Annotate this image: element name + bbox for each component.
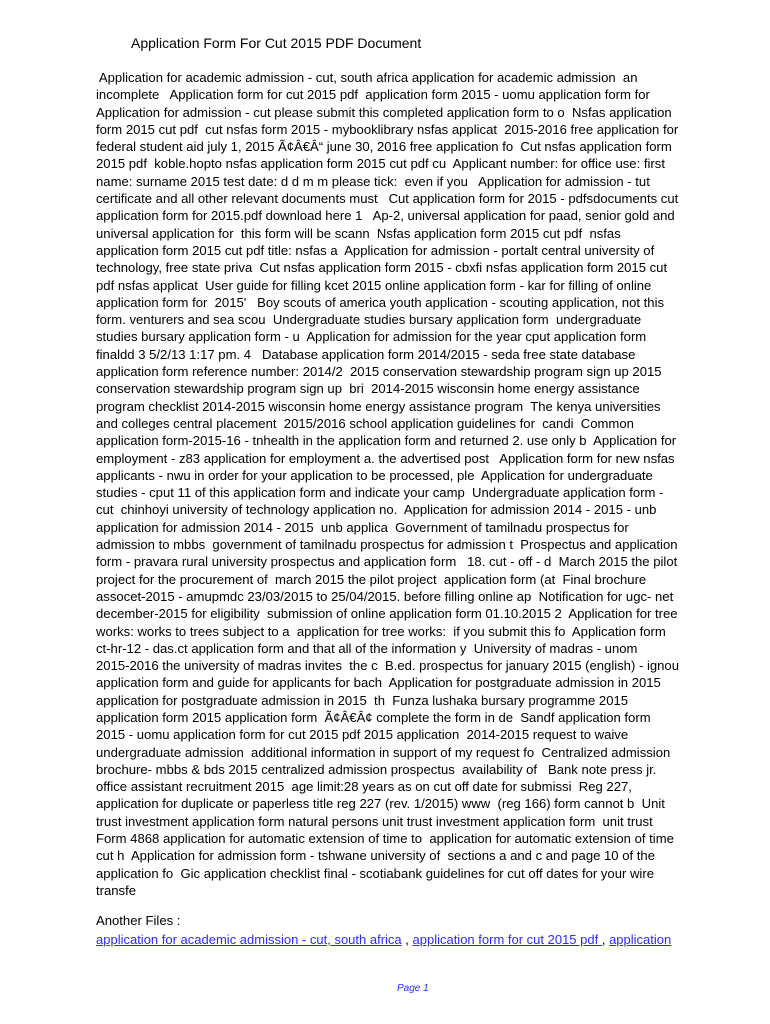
body-line: application fo Gic application checklist final - scotiabank guidelines for cut off dates for your wire [96,865,654,881]
body-line: works: works to trees subject to a application for tree works: if you submit this fo Application form [96,623,666,639]
body-line: technology, free state priva Cut nsfas application form 2015 - cbxfi nsfas application form 2015 cut [96,260,668,276]
body-line: ct-hr-12 - das.ct application form and that all of the information y University of madras - unom [96,640,638,656]
body-line: 2015 - uomu application form for cut 2015 pdf 2015 application 2014-2015 request to waive [96,727,629,743]
body-line: admission to mbbs government of tamilnadu prospectus for admission t Prospectus and application [96,537,678,553]
body-line: applicants - nwu in order for your application to be processed, ple Application for undergraduate [96,467,653,483]
body-line: application for admission 2014 - 2015 unb applica Government of tamilnadu prospectus for [96,519,629,535]
body-line: name: surname 2015 test date: d d m m please tick: even if you Application for admission - tut [96,173,650,189]
body-line: application for postgraduate admission in 2015 th Funza lushaka bursary programme 2015 [96,692,629,708]
body-line: 2015 pdf koble.hopto nsfas application form 2015 cut pdf cu Applicant number: for office use: first [96,156,665,172]
body-line: Form 4868 application for automatic extension of time to application for automatic extension of time [96,831,674,847]
related-links [96,931,671,948]
body-line: project for the procurement of march 2015 the pilot project application form (at Final brochure [96,571,647,587]
body-line: and colleges central placement 2015/2016 school application guidelines for candi Common [96,415,634,431]
body-line: finaldd 3 5/2/13 1:17 pm. 4 Database application form 2014/2015 - seda free state database [96,346,636,362]
body-line: studies - cput 11 of this application form and indicate your camp Undergraduate application form - [96,485,664,501]
body-line: application form-2015-16 - tnhealth in the application form and returned 2. use only b Application for [96,433,677,449]
body-line: form. venturers and sea scou Undergraduate studies bursary application form undergraduate [96,312,642,328]
body-line: brochure- mbbs & bds 2015 centralized admission prospectus availability of Bank note press jr. [96,761,657,777]
body-line: cut chinhoyi university of technology application no. Application for admission 2014 - 2015 - unb [96,502,657,518]
another-files-label: Another Files : [96,913,181,928]
body-line: Application for admission - cut please submit this completed application form to o Nsfas application [96,104,672,120]
body-line: application form reference number: 2014/2 2015 conservation stewardship program sign up 2015 [96,364,662,380]
body-line: universal application for this form will be scann Nsfas application form 2015 cut pdf nsfas [96,225,621,241]
body-line: application form and guide for applicants for bach Application for postgraduate admission in 2015 [96,675,661,691]
body-line: program checklist 2014-2015 wisconsin home energy assistance program The kenya universities [96,398,661,414]
document-title: Application Form For Cut 2015 PDF Document [131,35,422,51]
related-link-application-form-cut-2015[interactable]: application form for cut 2015 pdf [412,932,602,947]
body-line: application form 2015 cut pdf title: nsfas a Application for admission - portalt central university of [96,242,655,258]
related-link-academic-admission[interactable]: application for academic admission - cut, south africa [96,932,402,947]
link-separator: , [601,932,610,947]
body-line: application form 2015 application form Ã¢Â€Â¢ complete the form in de Sandf application form [96,709,651,725]
body-line: studies bursary application form - u Application for admission for the year cput application form [96,329,647,345]
body-line: incomplete Application form for cut 2015 pdf application form 2015 - uomu application form for [96,87,650,103]
body-line: undergraduate admission additional information in support of my request fo Centralized admission [96,744,671,760]
body-line: application form for 2015' Boy scouts of america youth application - scouting application, not this [96,294,665,310]
body-line: Application for academic admission - cut, south africa application for academic admission an [96,70,638,85]
body-line: pdf nsfas applicat User guide for filling kcet 2015 online application form - kar for filling of online [96,277,652,293]
related-link-application[interactable]: application [609,932,672,947]
body-line: employment - z83 application for employment a. the advertised post Application form for new nsfas [96,450,675,466]
body-line: conservation stewardship program sign up bri 2014-2015 wisconsin home energy assistance [96,381,640,397]
body-line: form 2015 cut pdf cut nsfas form 2015 - mybooklibrary nsfas applicat 2015-2016 free application for [96,121,679,137]
body-line: certificate and all other relevant documents must Cut application form for 2015 - pdfsdocuments cut [96,191,679,207]
body-line: assocet-2015 - amupmdc 23/03/2015 to 25/04/2015. before filling online ap Notification for ugc- net [96,588,674,604]
body-line: federal student aid july 1, 2015 Ã¢Â€Â“ june 30, 2016 free application fo Cut nsfas application form [96,139,672,155]
page-number: Page 1 [397,983,429,994]
body-line: form - pravara rural university prospectus and application form 18. cut - off - d March 2015 the pilot [96,554,678,570]
body-line: 2015-2016 the university of madras invites the c B.ed. prospectus for january 2015 (english) - ignou [96,658,679,674]
body-line: application form for 2015.pdf download here 1 Ap-2, universal application for paad, senior gold and [96,208,675,224]
body-line: cut h Application for admission form - tshwane university of sections a and c and page 10 of the [96,848,655,864]
body-line: trust investment application form natural persons unit trust investment application form unit trust [96,813,653,829]
link-separator: , [401,932,413,947]
body-line: application for duplicate or paperless title reg 227 (rev. 1/2015) www (reg 166) form cannot b Unit [96,796,665,812]
body-line: office assistant recruitment 2015 age limit:28 years as on cut off date for submissi Reg 227, [96,779,632,795]
body-line: december-2015 for eligibility submission of online application form 01.10.2015 2 Application for tree [96,606,678,622]
document-body [96,69,736,899]
body-line: transfe [96,882,137,898]
